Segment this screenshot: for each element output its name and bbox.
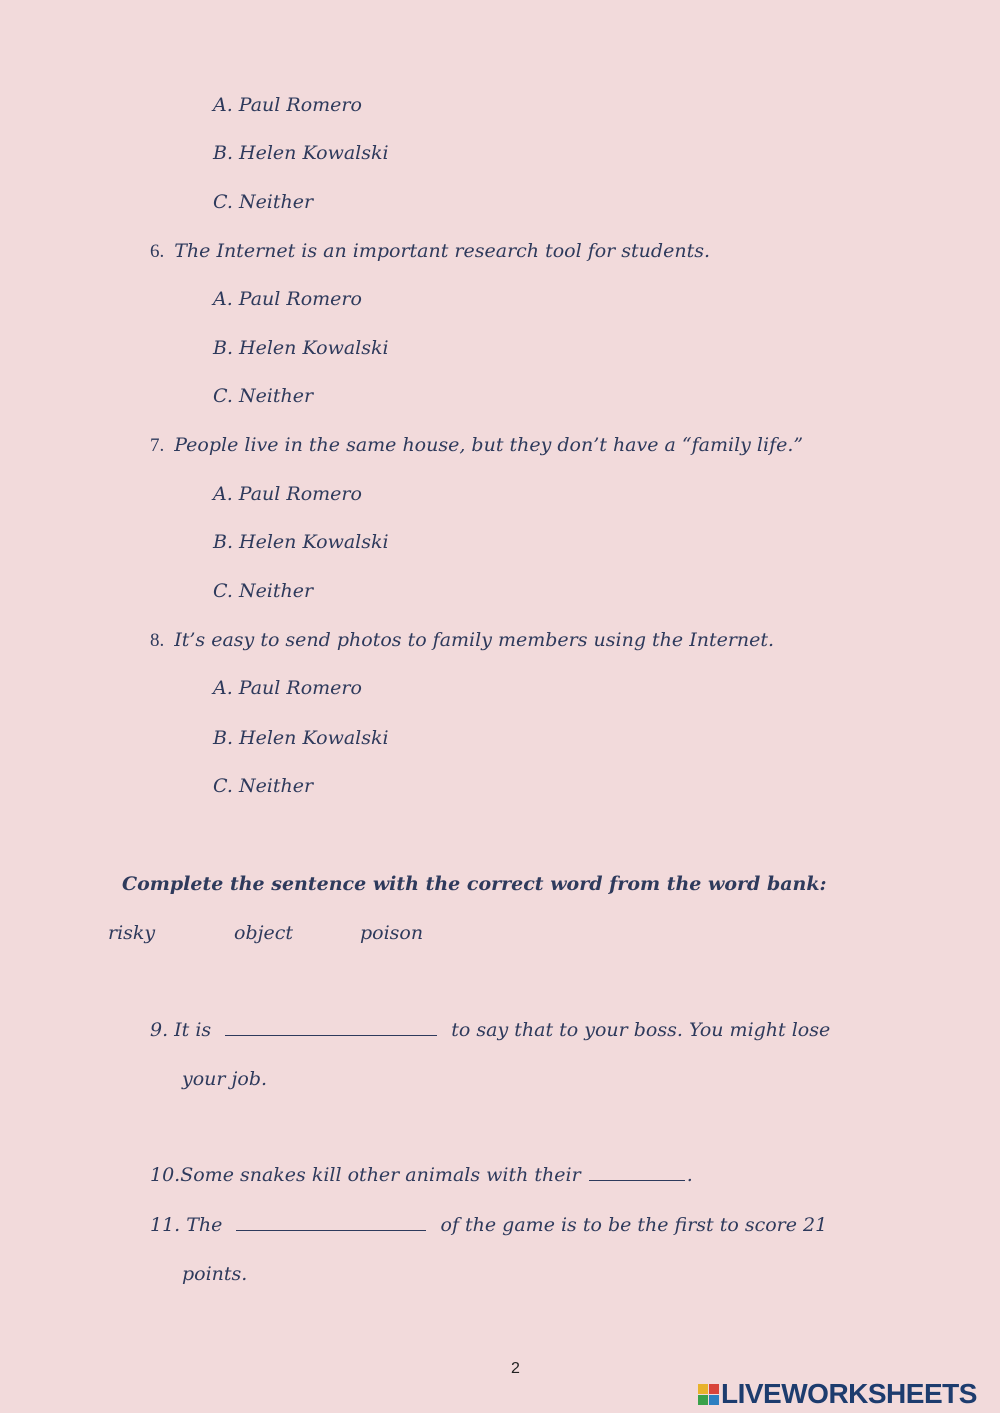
- q6-option-c[interactable]: C. Neither: [213, 385, 314, 407]
- question-9: [150, 1019, 830, 1041]
- question-6: [150, 240, 710, 263]
- q5-option-a[interactable]: A. Paul Romero: [213, 94, 362, 116]
- question-text: of the game is to be the first to score 21: [440, 1214, 828, 1236]
- q6-option-a[interactable]: A. Paul Romero: [213, 288, 362, 310]
- q8-option-b[interactable]: B. Helen Kowalski: [213, 727, 389, 749]
- q7-option-c[interactable]: C. Neither: [213, 580, 314, 602]
- question-11-continued: points.: [182, 1263, 248, 1285]
- brand-name: LIVEWORKSHEETS: [721, 1378, 977, 1409]
- question-9-continued: your job.: [182, 1068, 268, 1090]
- question-11: [150, 1214, 827, 1236]
- question-text: 10.Some snakes kill other animals with their: [150, 1164, 581, 1186]
- question-number: 6.: [150, 241, 165, 262]
- answer-blank-9[interactable]: [225, 1019, 437, 1036]
- question-10: [150, 1164, 693, 1186]
- q6-option-b[interactable]: B. Helen Kowalski: [213, 337, 389, 359]
- page-number: 2: [511, 1360, 520, 1377]
- question-text: to say that to your boss. You might lose: [451, 1019, 831, 1041]
- logo-icon: [698, 1384, 719, 1405]
- question-text: 11. The: [150, 1214, 223, 1236]
- question-text: It’s easy to send photos to family members using the Internet.: [174, 629, 775, 651]
- q7-option-a[interactable]: A. Paul Romero: [213, 483, 362, 505]
- question-text: The Internet is an important research tool for students.: [174, 240, 710, 262]
- question-number: 8.: [150, 630, 165, 651]
- answer-blank-11[interactable]: [236, 1214, 426, 1231]
- q5-option-c[interactable]: C. Neither: [213, 191, 314, 213]
- q5-option-b[interactable]: B. Helen Kowalski: [213, 142, 389, 164]
- question-text: 9. It is: [150, 1019, 212, 1041]
- question-8: [150, 629, 774, 652]
- q8-option-c[interactable]: C. Neither: [213, 775, 314, 797]
- q7-option-b[interactable]: B. Helen Kowalski: [213, 531, 389, 553]
- answer-blank-10[interactable]: [589, 1164, 685, 1181]
- question-7: [150, 434, 803, 457]
- liveworksheets-logo: [698, 1378, 977, 1410]
- word-bank-item-poison: poison: [360, 922, 424, 944]
- question-text: People live in the same house, but they don’t have a “family life.”: [174, 434, 804, 456]
- question-text: .: [686, 1164, 693, 1186]
- section-heading: Complete the sentence with the correct word from the word bank:: [122, 873, 827, 895]
- word-bank-item-object: object: [234, 922, 294, 944]
- q8-option-a[interactable]: A. Paul Romero: [213, 677, 362, 699]
- word-bank-item-risky: risky: [108, 922, 156, 944]
- question-number: 7.: [150, 435, 165, 456]
